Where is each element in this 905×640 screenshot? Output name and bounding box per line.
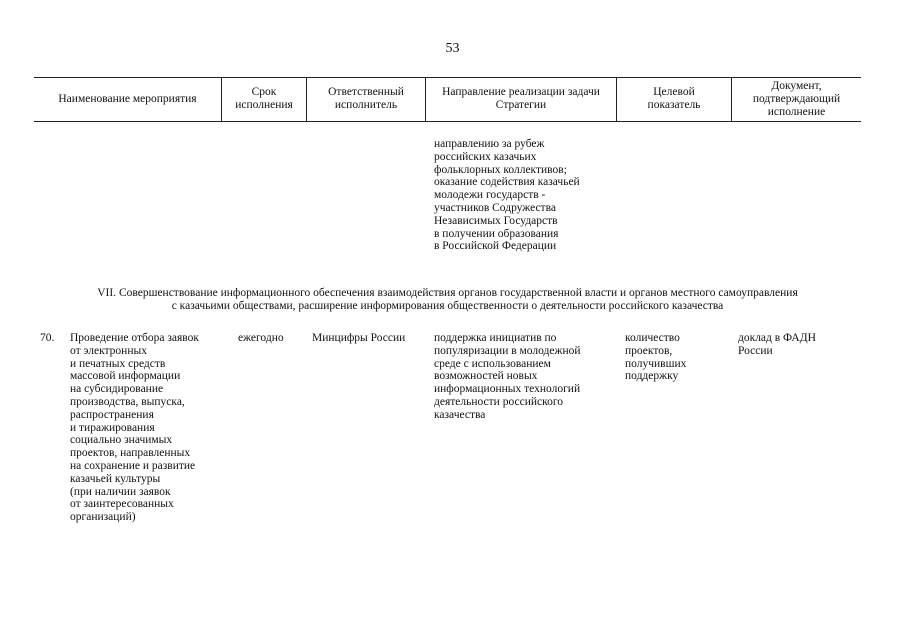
- header-direction: Направление реализации задачи Стратегии: [442, 86, 600, 111]
- header-document: Документ, подтверждающий исполнение: [752, 79, 841, 118]
- continuation-direction-text: направлению за рубеж российских казачьих фольклорных коллективов; оказание содействия казачьей молодежи государств - участников Содружества Независимых Государств в получении образования в Российской Федерации: [434, 138, 580, 253]
- table-header-bottom-rule: [34, 121, 861, 122]
- section-heading: VII. Совершенствование информационного обеспечения взаимодействия органов государственной власти и органов местного самоуправления с казачьими обществами, расширение информирования общественности о деятельности российского казачества: [97, 287, 798, 312]
- row-direction: поддержка инициатив по популяризации в молодежной среде с использованием возможностей новых информационных технологий деятельности российского казачества: [434, 332, 581, 421]
- row-deadline: ежегодно: [238, 332, 284, 344]
- header-event-name: Наименование мероприятия: [58, 92, 197, 105]
- header-responsible: Ответственный исполнитель: [328, 86, 404, 111]
- page-number: 53: [445, 41, 460, 56]
- row-document: доклад в ФАДН России: [738, 332, 816, 357]
- row-target-indicator: количество проектов, получивших поддержку: [625, 332, 687, 383]
- row-number: 70.: [40, 332, 55, 344]
- header-deadline: Срок исполнения: [235, 86, 293, 111]
- row-responsible: Минцифры России: [312, 332, 406, 344]
- row-event-name: Проведение отбора заявок от электронных и печатных средств массовой информации на субсидирование производства, выпуска, распространения и тиражирования социально значимых проектов, направленных на сохранение и развитие казачьей культуры (при наличии заявок от заинтересованных организаций): [70, 332, 199, 524]
- header-target-indicator: Целевой показатель: [647, 86, 701, 111]
